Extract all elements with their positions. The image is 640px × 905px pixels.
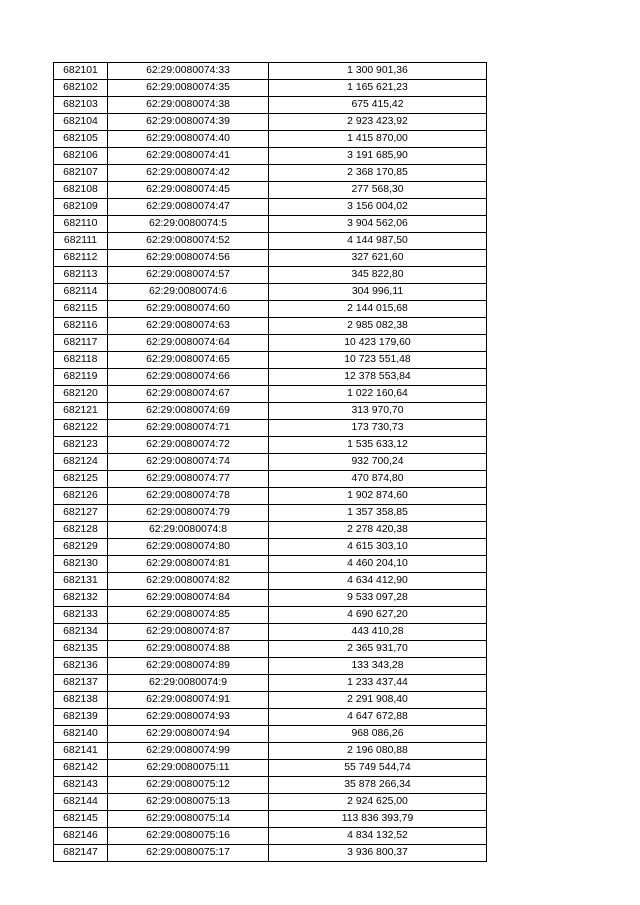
cadastral-number-cell: 62:29:0080074:77 xyxy=(108,471,269,488)
cadastral-number-cell: 62:29:0080074:42 xyxy=(108,165,269,182)
table-row xyxy=(54,114,487,131)
cadastral-value-cell: 173 730,73 xyxy=(269,420,487,437)
row-number-cell: 682139 xyxy=(54,709,108,726)
table-row xyxy=(54,63,487,80)
row-number-cell: 682137 xyxy=(54,675,108,692)
cadastral-number-cell: 62:29:0080075:14 xyxy=(108,811,269,828)
row-number-cell: 682105 xyxy=(54,131,108,148)
row-number-cell: 682125 xyxy=(54,471,108,488)
cadastral-value-cell: 12 378 553,84 xyxy=(269,369,487,386)
row-number-cell: 682140 xyxy=(54,726,108,743)
cadastral-value-cell: 2 291 908,40 xyxy=(269,692,487,709)
cadastral-value-cell: 55 749 544,74 xyxy=(269,760,487,777)
table-row xyxy=(54,692,487,709)
cadastral-number-cell: 62:29:0080074:88 xyxy=(108,641,269,658)
table-row xyxy=(54,658,487,675)
cadastral-number-cell: 62:29:0080074:45 xyxy=(108,182,269,199)
table-row xyxy=(54,607,487,624)
cadastral-number-cell: 62:29:0080074:81 xyxy=(108,556,269,573)
table-row xyxy=(54,216,487,233)
cadastral-number-cell: 62:29:0080074:87 xyxy=(108,624,269,641)
cadastral-value-table xyxy=(53,62,487,862)
cadastral-value-cell: 2 985 082,38 xyxy=(269,318,487,335)
cadastral-number-cell: 62:29:0080074:78 xyxy=(108,488,269,505)
cadastral-number-cell: 62:29:0080074:57 xyxy=(108,267,269,284)
table-row xyxy=(54,709,487,726)
table-row xyxy=(54,97,487,114)
cadastral-value-cell: 4 460 204,10 xyxy=(269,556,487,573)
cadastral-number-cell: 62:29:0080074:9 xyxy=(108,675,269,692)
table-body xyxy=(54,63,487,862)
cadastral-value-cell: 675 415,42 xyxy=(269,97,487,114)
table-row xyxy=(54,165,487,182)
cadastral-value-cell: 2 924 625,00 xyxy=(269,794,487,811)
cadastral-value-cell: 10 723 551,48 xyxy=(269,352,487,369)
cadastral-number-cell: 62:29:0080074:65 xyxy=(108,352,269,369)
table-row xyxy=(54,726,487,743)
table-row xyxy=(54,131,487,148)
cadastral-value-cell: 3 156 004,02 xyxy=(269,199,487,216)
cadastral-value-cell: 2 278 420,38 xyxy=(269,522,487,539)
cadastral-number-cell: 62:29:0080074:74 xyxy=(108,454,269,471)
row-number-cell: 682111 xyxy=(54,233,108,250)
row-number-cell: 682121 xyxy=(54,403,108,420)
cadastral-value-cell: 3 936 800,37 xyxy=(269,845,487,862)
cadastral-value-cell: 968 086,26 xyxy=(269,726,487,743)
row-number-cell: 682104 xyxy=(54,114,108,131)
table-row xyxy=(54,318,487,335)
cadastral-value-cell: 4 834 132,52 xyxy=(269,828,487,845)
table-row xyxy=(54,199,487,216)
cadastral-value-cell: 1 022 160,64 xyxy=(269,386,487,403)
cadastral-value-cell: 4 634 412,90 xyxy=(269,573,487,590)
row-number-cell: 682106 xyxy=(54,148,108,165)
cadastral-value-cell: 1 902 874,60 xyxy=(269,488,487,505)
cadastral-number-cell: 62:29:0080074:6 xyxy=(108,284,269,301)
row-number-cell: 682119 xyxy=(54,369,108,386)
row-number-cell: 682118 xyxy=(54,352,108,369)
cadastral-value-cell: 4 647 672,88 xyxy=(269,709,487,726)
cadastral-number-cell: 62:29:0080074:93 xyxy=(108,709,269,726)
table-row xyxy=(54,454,487,471)
table-row xyxy=(54,403,487,420)
cadastral-number-cell: 62:29:0080074:84 xyxy=(108,590,269,607)
row-number-cell: 682107 xyxy=(54,165,108,182)
row-number-cell: 682123 xyxy=(54,437,108,454)
cadastral-number-cell: 62:29:0080074:72 xyxy=(108,437,269,454)
cadastral-value-cell: 1 165 621,23 xyxy=(269,80,487,97)
row-number-cell: 682108 xyxy=(54,182,108,199)
cadastral-value-cell: 2 923 423,92 xyxy=(269,114,487,131)
cadastral-number-cell: 62:29:0080074:71 xyxy=(108,420,269,437)
row-number-cell: 682101 xyxy=(54,63,108,80)
row-number-cell: 682122 xyxy=(54,420,108,437)
row-number-cell: 682144 xyxy=(54,794,108,811)
row-number-cell: 682117 xyxy=(54,335,108,352)
cadastral-value-cell: 9 533 097,28 xyxy=(269,590,487,607)
row-number-cell: 682113 xyxy=(54,267,108,284)
row-number-cell: 682103 xyxy=(54,97,108,114)
row-number-cell: 682143 xyxy=(54,777,108,794)
row-number-cell: 682110 xyxy=(54,216,108,233)
table-row xyxy=(54,590,487,607)
cadastral-value-cell: 304 996,11 xyxy=(269,284,487,301)
table-row xyxy=(54,301,487,318)
row-number-cell: 682147 xyxy=(54,845,108,862)
row-number-cell: 682135 xyxy=(54,641,108,658)
row-number-cell: 682146 xyxy=(54,828,108,845)
cadastral-value-cell: 443 410,28 xyxy=(269,624,487,641)
cadastral-number-cell: 62:29:0080074:89 xyxy=(108,658,269,675)
table-row xyxy=(54,386,487,403)
row-number-cell: 682141 xyxy=(54,743,108,760)
cadastral-value-cell: 2 144 015,68 xyxy=(269,301,487,318)
cadastral-number-cell: 62:29:0080074:47 xyxy=(108,199,269,216)
cadastral-number-cell: 62:29:0080074:63 xyxy=(108,318,269,335)
cadastral-number-cell: 62:29:0080075:11 xyxy=(108,760,269,777)
cadastral-value-cell: 1 535 633,12 xyxy=(269,437,487,454)
table-row xyxy=(54,80,487,97)
cadastral-value-cell: 327 621,60 xyxy=(269,250,487,267)
row-number-cell: 682116 xyxy=(54,318,108,335)
row-number-cell: 682124 xyxy=(54,454,108,471)
cadastral-number-cell: 62:29:0080074:82 xyxy=(108,573,269,590)
table-row xyxy=(54,148,487,165)
cadastral-value-cell: 277 568,30 xyxy=(269,182,487,199)
row-number-cell: 682133 xyxy=(54,607,108,624)
table-row xyxy=(54,267,487,284)
row-number-cell: 682128 xyxy=(54,522,108,539)
row-number-cell: 682131 xyxy=(54,573,108,590)
cadastral-number-cell: 62:29:0080074:94 xyxy=(108,726,269,743)
cadastral-number-cell: 62:29:0080074:52 xyxy=(108,233,269,250)
row-number-cell: 682102 xyxy=(54,80,108,97)
cadastral-value-cell: 1 233 437,44 xyxy=(269,675,487,692)
table-row xyxy=(54,250,487,267)
cadastral-value-cell: 2 196 080,88 xyxy=(269,743,487,760)
row-number-cell: 682112 xyxy=(54,250,108,267)
table-row xyxy=(54,182,487,199)
table-row xyxy=(54,369,487,386)
cadastral-value-cell: 3 904 562,06 xyxy=(269,216,487,233)
cadastral-number-cell: 62:29:0080074:60 xyxy=(108,301,269,318)
table-row xyxy=(54,675,487,692)
row-number-cell: 682115 xyxy=(54,301,108,318)
cadastral-number-cell: 62:29:0080074:85 xyxy=(108,607,269,624)
table-row xyxy=(54,420,487,437)
cadastral-number-cell: 62:29:0080074:91 xyxy=(108,692,269,709)
row-number-cell: 682120 xyxy=(54,386,108,403)
cadastral-number-cell: 62:29:0080074:64 xyxy=(108,335,269,352)
table-row xyxy=(54,556,487,573)
row-number-cell: 682126 xyxy=(54,488,108,505)
row-number-cell: 682138 xyxy=(54,692,108,709)
cadastral-number-cell: 62:29:0080074:67 xyxy=(108,386,269,403)
table-row xyxy=(54,828,487,845)
cadastral-value-cell: 1 415 870,00 xyxy=(269,131,487,148)
cadastral-value-cell: 113 836 393,79 xyxy=(269,811,487,828)
table-row xyxy=(54,233,487,250)
table-row xyxy=(54,811,487,828)
table-row xyxy=(54,437,487,454)
row-number-cell: 682134 xyxy=(54,624,108,641)
cadastral-number-cell: 62:29:0080075:13 xyxy=(108,794,269,811)
cadastral-value-cell: 932 700,24 xyxy=(269,454,487,471)
table-row xyxy=(54,352,487,369)
cadastral-number-cell: 62:29:0080074:8 xyxy=(108,522,269,539)
cadastral-number-cell: 62:29:0080074:80 xyxy=(108,539,269,556)
cadastral-value-cell: 345 822,80 xyxy=(269,267,487,284)
table-row xyxy=(54,573,487,590)
cadastral-number-cell: 62:29:0080074:38 xyxy=(108,97,269,114)
table-row xyxy=(54,522,487,539)
cadastral-number-cell: 62:29:0080074:40 xyxy=(108,131,269,148)
cadastral-value-cell: 2 365 931,70 xyxy=(269,641,487,658)
cadastral-number-cell: 62:29:0080074:79 xyxy=(108,505,269,522)
cadastral-number-cell: 62:29:0080075:12 xyxy=(108,777,269,794)
table-row xyxy=(54,284,487,301)
cadastral-value-cell: 4 615 303,10 xyxy=(269,539,487,556)
table-row xyxy=(54,760,487,777)
cadastral-value-cell: 1 357 358,85 xyxy=(269,505,487,522)
cadastral-number-cell: 62:29:0080074:41 xyxy=(108,148,269,165)
row-number-cell: 682142 xyxy=(54,760,108,777)
table-row xyxy=(54,641,487,658)
table-row xyxy=(54,794,487,811)
row-number-cell: 682127 xyxy=(54,505,108,522)
cadastral-number-cell: 62:29:0080074:56 xyxy=(108,250,269,267)
cadastral-number-cell: 62:29:0080074:69 xyxy=(108,403,269,420)
row-number-cell: 682129 xyxy=(54,539,108,556)
cadastral-value-cell: 133 343,28 xyxy=(269,658,487,675)
table-row xyxy=(54,505,487,522)
table-row xyxy=(54,845,487,862)
table-row xyxy=(54,539,487,556)
table-row xyxy=(54,335,487,352)
cadastral-number-cell: 62:29:0080074:35 xyxy=(108,80,269,97)
cadastral-value-cell: 4 690 627,20 xyxy=(269,607,487,624)
cadastral-number-cell: 62:29:0080075:16 xyxy=(108,828,269,845)
cadastral-value-cell: 470 874,80 xyxy=(269,471,487,488)
cadastral-value-cell: 4 144 987,50 xyxy=(269,233,487,250)
cadastral-number-cell: 62:29:0080074:66 xyxy=(108,369,269,386)
table-row xyxy=(54,471,487,488)
cadastral-value-cell: 1 300 901,36 xyxy=(269,63,487,80)
row-number-cell: 682136 xyxy=(54,658,108,675)
row-number-cell: 682114 xyxy=(54,284,108,301)
cadastral-value-cell: 3 191 685,90 xyxy=(269,148,487,165)
row-number-cell: 682132 xyxy=(54,590,108,607)
cadastral-number-cell: 62:29:0080074:33 xyxy=(108,63,269,80)
table-row xyxy=(54,488,487,505)
row-number-cell: 682130 xyxy=(54,556,108,573)
cadastral-value-cell: 10 423 179,60 xyxy=(269,335,487,352)
cadastral-number-cell: 62:29:0080074:39 xyxy=(108,114,269,131)
cadastral-number-cell: 62:29:0080074:5 xyxy=(108,216,269,233)
table-row xyxy=(54,777,487,794)
cadastral-value-cell: 2 368 170,85 xyxy=(269,165,487,182)
cadastral-number-cell: 62:29:0080075:17 xyxy=(108,845,269,862)
table-row xyxy=(54,743,487,760)
table-row xyxy=(54,624,487,641)
row-number-cell: 682109 xyxy=(54,199,108,216)
cadastral-value-cell: 313 970,70 xyxy=(269,403,487,420)
row-number-cell: 682145 xyxy=(54,811,108,828)
cadastral-value-cell: 35 878 266,34 xyxy=(269,777,487,794)
cadastral-number-cell: 62:29:0080074:99 xyxy=(108,743,269,760)
